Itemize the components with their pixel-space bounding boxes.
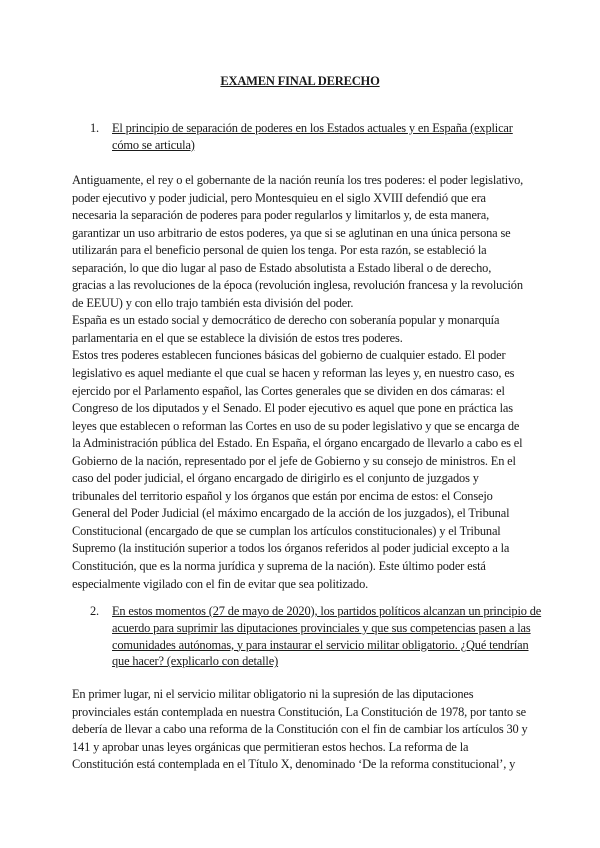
question-1-text: El principio de separación de poderes en los Estados actuales y en España (explicar cómo se articula)	[112, 121, 513, 152]
question-2-number: 2.	[90, 604, 99, 618]
question-2-text: En estos momentos (27 de mayo de 2020), los partidos políticos alcanzan un principio de acuerdo para suprimir las diputaciones provinciales y que sus competencias pasen a las comunidades autónomas, y para instaurar el servicio militar obligatorio. ¿Qué tendrían que hacer? (explicarlo con detalle)	[112, 604, 542, 669]
question-1-number: 1.	[90, 121, 99, 135]
document-title: EXAMEN FINAL DERECHO	[220, 74, 380, 88]
answer-1-paragraph-2: España es un estado social y democrático de derecho con soberanía popular y monarquía parlamentaria en el que se establece la división de estos tres poderes.	[72, 313, 500, 345]
answer-1-paragraph-3: Estos tres poderes establecen funciones básicas del gobierno de cualquier estado. El poder legislativo es aquel mediante el que cual se hacen y reforman las leyes y, en nuestro caso, es ejercido por el Parlamento español, las Cortes generales que se dividen en dos cámaras: el Congreso de los diputados y el Senado. El poder ejecutivo es aquel que pone en práctica las leyes que establecen o reforman las Cortes en uso de su poder legislativo y que se encarga de la Administración pública del Estado. En España, el órgano encargado de llevarlo a cabo es el Gobierno de la nación, representado por el jefe de Gobierno y su consejo de ministros. En el caso del poder judicial, el órgano encargado de dirigirlo es el conjunto de juzgados y tribunales del territorio español y los órganos que están por encima de estos: el Consejo General del Poder Judicial (el máximo encargado de la acción de los juzgados), el Tribunal Constitucional (encargado de que se cumplan los artículos constitucionales) y el Tribunal Supremo (la institución superior a todos los órganos referidos al poder judicial excepto a la Constitución, que es la norma jurídica y suprema de la nación). Este último poder está especialmente vigilado con el fin de evitar que sea politizado.	[72, 348, 523, 591]
question-1	[90, 120, 542, 154]
answer-1	[72, 172, 528, 593]
answer-1-paragraph-1: Antiguamente, el rey o el gobernante de la nación reunía los tres poderes: el poder legislativo, poder ejecutivo y poder judicial, pero Montesquieu en el siglo XVIII defendió que era necesaria la separación de poderes para poder regularlos y limitarlos y, de esta manera, garantizar un uso arbitrario de estos poderes, ya que si se aglutinan en una única persona se utilizarán para el beneficio personal de quien los tenga. Por esta razón, se estableció la separación, lo que dio lugar al paso de Estado absolutista a Estado liberal o de derecho, gracias a las revoluciones de la época (revolución inglesa, revolución francesa y la revolución de EEUU) y con ello trajo también esta división del poder.	[72, 173, 524, 310]
question-2	[90, 603, 542, 670]
answer-2	[72, 686, 528, 774]
answer-2-paragraph-1: En primer lugar, ni el servicio militar obligatorio ni la supresión de las diputaciones provinciales están contemplada en nuestra Constitución, La Constitución de 1978, por tanto se debería de llevar a cabo una reforma de la Constitución con el fin de cambiar los artículos 30 y 141 y aprobar unas leyes orgánicas que permitieran estos hechos. La reforma de la Constitución está contemplada en el Título X, denominado ‘De la reforma constitucional’, y	[72, 687, 528, 772]
